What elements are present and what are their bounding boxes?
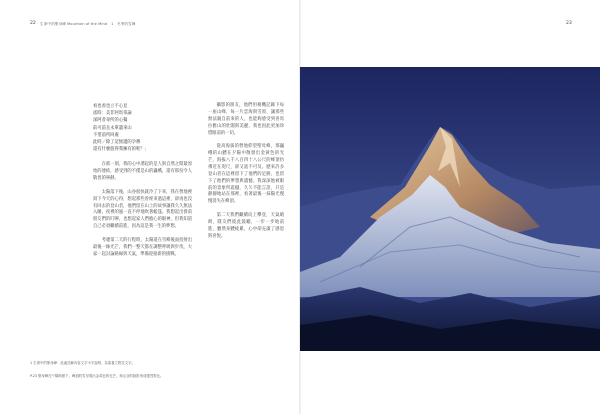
poem-line: 看也看也立不心見 (93, 104, 128, 109)
poem-block (93, 103, 192, 153)
body-paragraph: 第二天我們繼續向上攀登，天氣晴朗，隊友們彼此鼓勵，一步一步地前進，雖然身體疲累，心中卻充滿了感恩與喜悅。 (208, 212, 284, 239)
body-paragraph: 太陽落下後，山谷很快就冷了下來，我在營地裡寫下今天的心得，想起那些曾經來過這裡、卻再也沒有回去的登山者，他們留在山上的故事讓我久久無法入睡，夜裡的風一直不停地吹著帳篷。我想起出發前朋友們的叮嚀，也想起家人們擔心的眼神，但我知道自己必須繼續前進，因為這是我一生的夢想。 (93, 189, 192, 230)
poem-line: 遙時：美非阿馬蒂論 (93, 111, 132, 117)
footnote: 1 生命中的聖母峰：此處註解內容文字小字說明，為原書之附註文字。 (30, 361, 135, 365)
poem-line: 深阿者尋所的心獨 (93, 118, 128, 124)
left-running-head: 生命中的聖母峰 Mountain of the Mind 1 冬季的雪峰 (40, 22, 136, 26)
poem-line: 此時／除了這無邊的孕穆 (93, 140, 141, 146)
text-column-right (208, 103, 284, 247)
right-page-number: 23 (566, 21, 572, 26)
body-paragraph: 攝影的朋友，他們用相機記錄下每一座山峰、每一片雲海與雪原，讓那些無法親自前來的人，也能夠感受到喜馬拉雅山的壯闊與美麗，我也因此更加珍惜眼前的一切。 (208, 103, 284, 136)
photo-caption: P.23 聖母峰在夕陽映照下，峰頂的雪呈現出金黃色的光芒，與山谷的陰影形成強烈對比。 (30, 374, 164, 378)
body-paragraph: 在那一刻，我的心中湧起的是人與自然之間最原始的連結，感受到的不僅是山的巍峨，還有那份令人敬畏的寧靜。 (93, 162, 192, 182)
left-page-number: 22 (30, 21, 36, 26)
poem-line: 不望前所回處 (93, 132, 119, 138)
text-column-left (93, 103, 192, 265)
poem-line: 前可前且永單遺來山 (93, 125, 132, 131)
poem-line: 還有什麼值得我擁有的呢？」 (93, 147, 149, 153)
mountain-illustration (300, 67, 600, 351)
body-paragraph: 從高海拔的營地仰望聖母峰，那巍峨的山體在夕陽中散發出金黃色的光芒，海拔八千八百四十八公尺的峰頂彷彿近在咫尺，卻又遙不可及。歷來許多登山者在這裡留下了他們的足跡，也留下了他們的夢想與遺憾，我深深地被眼前的景象所震撼，久久不能言語，只是靜靜地站在那裡，看著最後一抹陽光慢慢消失在峰頂。 (208, 144, 284, 205)
body-paragraph: 考慮第二天的行程時，太陽還在雪峰後面投射出最後一絲光芒，我們一整天都在調整呼吸與步伐，大家一起討論路線與天氣，準備迎接新的挑戰。 (93, 237, 192, 257)
everest-photo (300, 67, 600, 351)
